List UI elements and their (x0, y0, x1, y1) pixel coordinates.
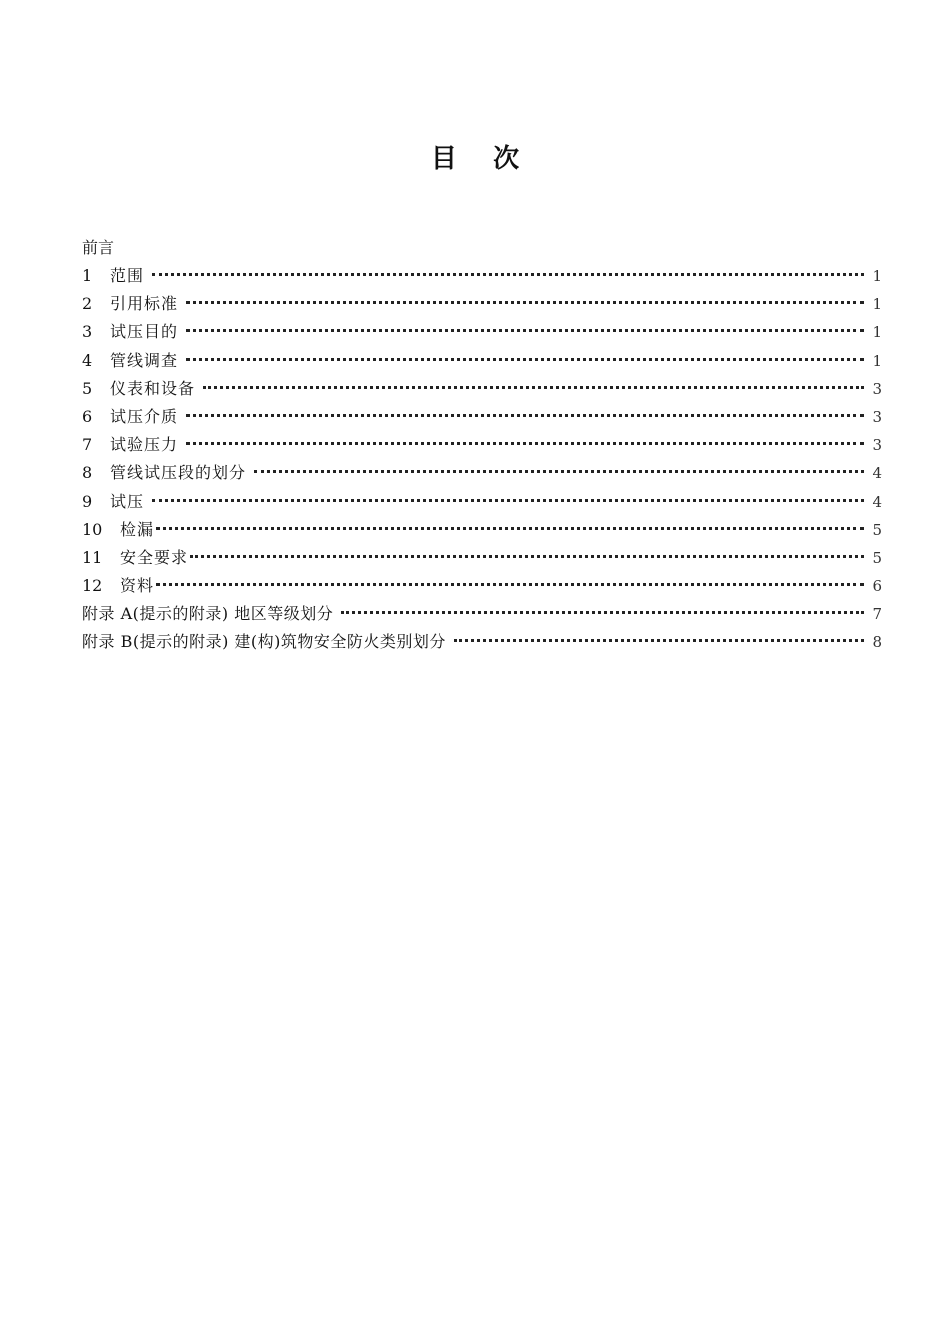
toc-entry-3[interactable] (82, 320, 882, 348)
toc-leader-dots (186, 358, 864, 361)
toc-annex-label: 附录 B(提示的附录) 建(构)筑物安全防火类别划分 (82, 632, 446, 652)
toc-entry-number: 5 (82, 378, 93, 398)
toc-entry-page: 1 (872, 267, 882, 285)
toc-entry-page: 1 (872, 351, 882, 370)
toc-entry-page: 4 (872, 492, 882, 511)
toc-entry-2[interactable] (82, 292, 882, 320)
toc-annex-b[interactable] (82, 630, 882, 658)
toc-leader-dots (186, 442, 864, 445)
toc-entry-7[interactable] (82, 433, 882, 461)
toc-entry-page: 3 (872, 407, 882, 426)
toc-entry-label: 管线试压段的划分 (110, 463, 247, 483)
toc-entry-page: 1 (872, 323, 882, 342)
toc-entry-page: 5 (872, 520, 882, 539)
toc-leader-dots (186, 301, 864, 304)
toc-entry-page: 4 (872, 464, 882, 483)
toc-entry-6[interactable] (82, 405, 882, 433)
toc-entry-label: 范围 (110, 266, 145, 285)
toc-entry-12[interactable] (82, 574, 882, 602)
toc-entry-label: 引用标准 (110, 294, 179, 314)
table-of-contents (82, 236, 882, 659)
toc-entry-number: 11 (82, 547, 103, 567)
toc-entry-11[interactable] (82, 546, 882, 574)
toc-entry-label: 试压目的 (110, 322, 179, 342)
toc-entry-number: 9 (82, 491, 93, 511)
toc-entry-number: 12 (82, 576, 103, 596)
toc-entry-number: 6 (82, 406, 93, 426)
toc-preface[interactable]: 前言 (82, 238, 115, 257)
toc-entry-page: 5 (872, 548, 882, 567)
toc-leader-dots (254, 470, 864, 473)
page-title: 目 次 (430, 144, 520, 174)
toc-annex-page: 8 (872, 633, 882, 652)
toc-entry-label: 试压介质 (110, 406, 179, 426)
toc-leader-dots (156, 583, 864, 586)
toc-leader-dots (190, 555, 864, 558)
toc-leader-dots (341, 611, 864, 614)
toc-leader-dots (156, 527, 864, 530)
toc-entry-page: 3 (872, 379, 882, 398)
toc-entry-10[interactable] (82, 518, 882, 546)
toc-entry-1[interactable] (82, 264, 882, 292)
toc-entry-number: 10 (82, 519, 103, 539)
toc-leader-dots (454, 639, 864, 642)
toc-entry-page: 3 (872, 436, 882, 455)
toc-entry-number: 4 (82, 350, 93, 370)
toc-entry-number: 8 (82, 463, 93, 483)
toc-leader-dots (186, 329, 864, 332)
toc-entry-4[interactable] (82, 349, 882, 377)
toc-entry-number: 3 (82, 322, 93, 342)
toc-entry-label: 安全要求 (120, 547, 189, 567)
toc-entry-8[interactable] (82, 461, 882, 489)
toc-entry-label: 资料 (120, 576, 155, 596)
toc-entry-label: 试压 (110, 491, 145, 511)
toc-entry-label: 管线调查 (110, 350, 179, 370)
toc-leader-dots (152, 499, 864, 502)
toc-entry-label: 仪表和设备 (110, 378, 196, 398)
toc-entry-page: 6 (872, 577, 882, 596)
toc-entry-label: 试验压力 (110, 435, 179, 455)
toc-entry-number: 7 (82, 435, 93, 455)
toc-entry-page: 1 (872, 295, 882, 314)
toc-annex-page: 7 (872, 605, 882, 624)
toc-leader-dots (186, 414, 864, 417)
toc-entry-number: 2 (82, 294, 93, 314)
toc-leader-dots (152, 273, 864, 276)
toc-annex-a[interactable] (82, 602, 882, 630)
toc-annex-label: 附录 A(提示的附录) 地区等级划分 (82, 604, 334, 624)
toc-entry-5[interactable] (82, 377, 882, 405)
toc-entry-label: 检漏 (120, 519, 155, 539)
toc-leader-dots (203, 386, 864, 389)
toc-entry-9[interactable] (82, 490, 882, 518)
toc-entry-number: 1 (82, 266, 93, 285)
